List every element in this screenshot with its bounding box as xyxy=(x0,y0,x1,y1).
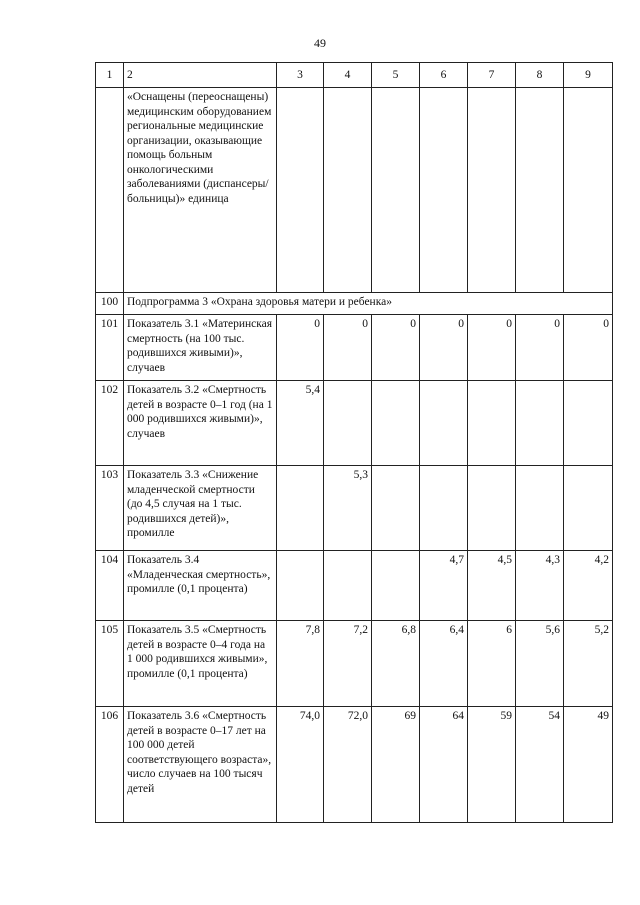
value-cell xyxy=(372,551,420,621)
value-cell xyxy=(277,466,324,551)
value-cell: 6,4 xyxy=(420,621,468,707)
row-description-cell: «Оснащены (переоснащены) медицинским оборудованием региональные медицинские организации, оказывающие помощь больным онкологическими заболеваниями (диспансеры/больницы)» единица xyxy=(124,88,277,293)
table-row xyxy=(96,315,613,381)
value-cell xyxy=(468,381,516,466)
value-cell xyxy=(516,88,564,293)
value-cell: 6 xyxy=(468,621,516,707)
row-number-cell: 100 xyxy=(96,293,124,315)
row-description-cell: Показатель 3.6 «Смертность детей в возрасте 0–17 лет на 100 000 детей соответствующего возраста», число случаев на 100 тысяч детей xyxy=(124,707,277,823)
value-cell: 0 xyxy=(516,315,564,381)
row-number-cell xyxy=(96,88,124,293)
value-cell: 7,8 xyxy=(277,621,324,707)
value-cell: 59 xyxy=(468,707,516,823)
subprogram-title-cell: Подпрограмма 3 «Охрана здоровья матери и ребенка» xyxy=(124,293,613,315)
value-cell: 4,3 xyxy=(516,551,564,621)
value-cell: 0 xyxy=(372,315,420,381)
row-description-cell: Показатель 3.3 «Снижение младенческой смертности (до 4,5 случая на 1 тыс. родившихся детей)», промилле xyxy=(124,466,277,551)
table-row xyxy=(96,381,613,466)
value-cell: 4,2 xyxy=(564,551,613,621)
row-description-cell: Показатель 3.4 «Младенческая смертность», промилле (0,1 процента) xyxy=(124,551,277,621)
page-number: 49 xyxy=(314,36,326,50)
indicator-table xyxy=(95,62,613,823)
continuation-row xyxy=(96,88,613,293)
value-cell: 5,2 xyxy=(564,621,613,707)
row-description-cell: Показатель 3.1 «Материнская смертность (на 100 тыс. родившихся живыми)», случаев xyxy=(124,315,277,381)
value-cell: 54 xyxy=(516,707,564,823)
value-cell: 0 xyxy=(468,315,516,381)
row-number-cell: 101 xyxy=(96,315,124,381)
value-cell: 74,0 xyxy=(277,707,324,823)
row-description-cell: Показатель 3.2 «Смертность детей в возрасте 0–1 год (на 1 000 родившихся живыми)», случаев xyxy=(124,381,277,466)
value-cell xyxy=(324,381,372,466)
value-cell xyxy=(420,381,468,466)
value-cell: 7,2 xyxy=(324,621,372,707)
row-number-cell: 105 xyxy=(96,621,124,707)
value-cell: 69 xyxy=(372,707,420,823)
value-cell: 64 xyxy=(420,707,468,823)
value-cell xyxy=(564,88,613,293)
table-row xyxy=(96,621,613,707)
row-number-cell: 102 xyxy=(96,381,124,466)
value-cell: 72,0 xyxy=(324,707,372,823)
value-cell: 5,4 xyxy=(277,381,324,466)
value-cell xyxy=(372,381,420,466)
table-header-row xyxy=(96,63,613,88)
row-number-cell: 106 xyxy=(96,707,124,823)
header-cell: 3 xyxy=(277,63,324,88)
value-cell xyxy=(420,466,468,551)
value-cell: 4,7 xyxy=(420,551,468,621)
value-cell: 0 xyxy=(324,315,372,381)
value-cell: 6,8 xyxy=(372,621,420,707)
value-cell: 0 xyxy=(420,315,468,381)
header-cell: 2 xyxy=(124,63,277,88)
header-cell: 1 xyxy=(96,63,124,88)
header-cell: 8 xyxy=(516,63,564,88)
header-cell: 5 xyxy=(372,63,420,88)
table-row xyxy=(96,466,613,551)
value-cell: 0 xyxy=(277,315,324,381)
value-cell xyxy=(372,88,420,293)
value-cell xyxy=(516,381,564,466)
value-cell xyxy=(468,88,516,293)
value-cell xyxy=(516,466,564,551)
value-cell xyxy=(468,466,516,551)
row-number-cell: 104 xyxy=(96,551,124,621)
header-cell: 7 xyxy=(468,63,516,88)
value-cell xyxy=(372,466,420,551)
value-cell xyxy=(564,466,613,551)
value-cell xyxy=(324,88,372,293)
value-cell xyxy=(277,551,324,621)
value-cell xyxy=(277,88,324,293)
header-cell: 9 xyxy=(564,63,613,88)
value-cell xyxy=(324,551,372,621)
header-cell: 4 xyxy=(324,63,372,88)
value-cell: 0 xyxy=(564,315,613,381)
table-row xyxy=(96,707,613,823)
value-cell: 49 xyxy=(564,707,613,823)
subprogram-row xyxy=(96,293,613,315)
value-cell: 5,6 xyxy=(516,621,564,707)
table-row xyxy=(96,551,613,621)
value-cell xyxy=(420,88,468,293)
row-number-cell: 103 xyxy=(96,466,124,551)
header-cell: 6 xyxy=(420,63,468,88)
value-cell: 4,5 xyxy=(468,551,516,621)
value-cell xyxy=(564,381,613,466)
row-description-cell: Показатель 3.5 «Смертность детей в возрасте 0–4 года на 1 000 родившихся живыми», промилле (0,1 процента) xyxy=(124,621,277,707)
value-cell: 5,3 xyxy=(324,466,372,551)
